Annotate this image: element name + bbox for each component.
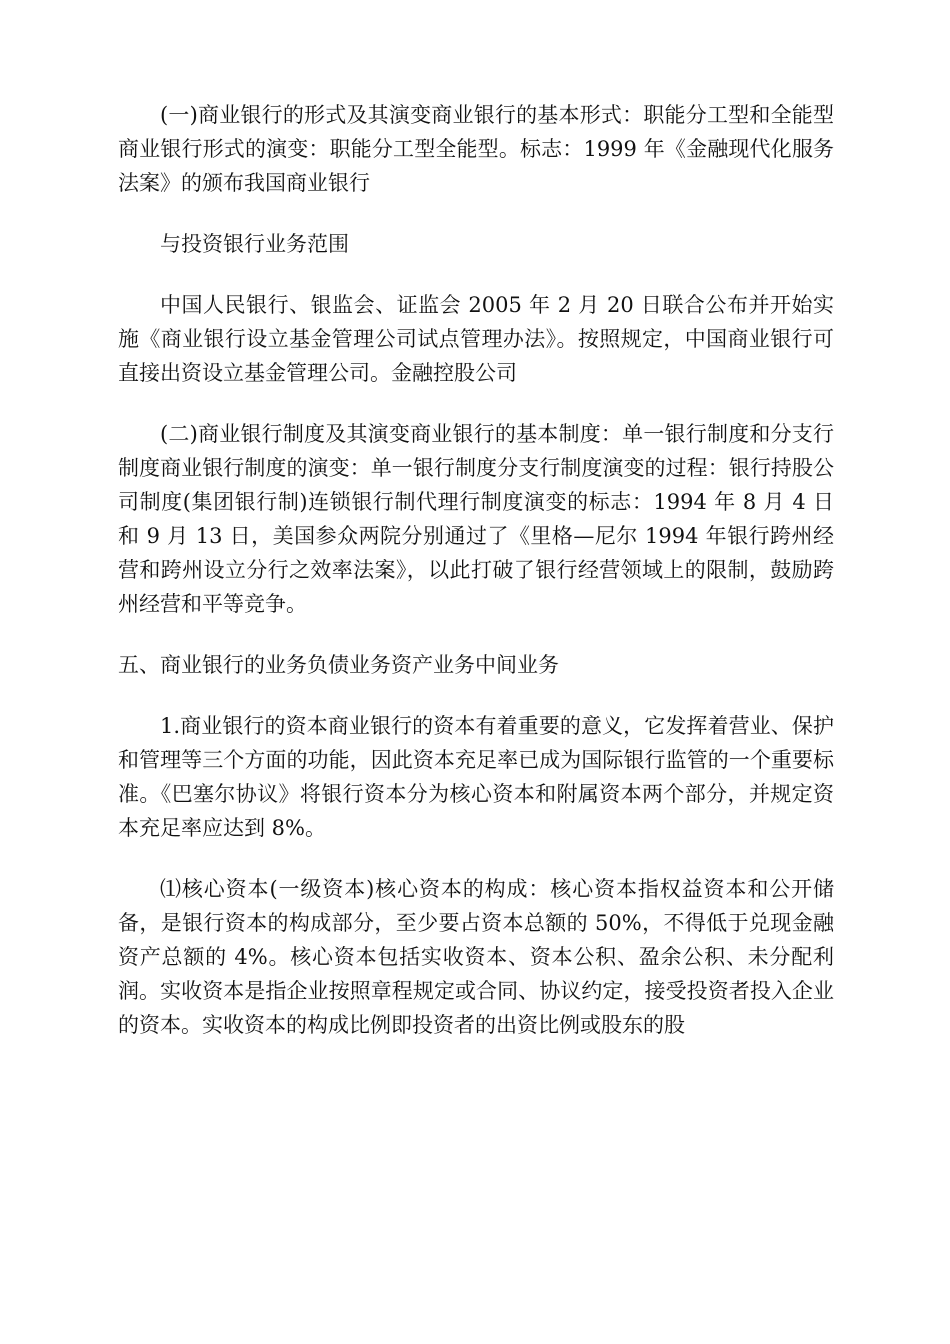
- paragraph-commercial-bank-forms: (一)商业银行的形式及其演变商业银行的基本形式：职能分工型和全能型商业银行形式的演变：职能分工型全能型。标志：1999 年《金融现代化服务法案》的颁布我国商业银行: [118, 103, 834, 195]
- paragraph-core-capital: ⑴核心资本(一级资本)核心资本的构成：核心资本指权益资本和公开储备，是银行资本的构成部分，至少要占资本总额的 50%，不得低于兑现金融资产总额的 4%。核心资本包括实收资本、资本公积、盈余公积、未分配利润。实收资本是指企业按照章程规定或合同、协议约定，接受投资者投入企业的资本。实收资本的构成比例即投资者的出资比例或股东的股: [118, 877, 834, 1037]
- paragraph-fund-management-regulation: 中国人民银行、银监会、证监会 2005 年 2 月 20 日联合公布并开始实施《商业银行设立基金管理公司试点管理办法》。按照规定，中国商业银行可直接出资设立基金管理公司。金融控股公司: [118, 293, 834, 385]
- section-heading-bank-business: 五、商业银行的业务负债业务资产业务中间业务: [118, 653, 559, 677]
- paragraph-investment-banking-scope: 与投资银行业务范围: [160, 232, 349, 256]
- paragraph-bank-capital: 1.商业银行的资本商业银行的资本有着重要的意义，它发挥着营业、保护和管理等三个方面的功能，因此资本充足率已成为国际银行监管的一个重要标准。《巴塞尔协议》将银行资本分为核心资本和附属资本两个部分，并规定资本充足率应达到 8%。: [118, 714, 834, 840]
- document-page: [118, 98, 834, 1069]
- paragraph-commercial-bank-systems: (二)商业银行制度及其演变商业银行的基本制度：单一银行制度和分支行制度商业银行制度的演变：单一银行制度分支行制度演变的过程：银行持股公司制度(集团银行制)连锁银行制代理行制度演变的标志：1994 年 8 月 4 日和 9 月 13 日，美国参众两院分别通过了《里格—尼尔 1994 年银行跨州经营和跨州设立分行之效率法案》，以此打破了银行经营领域上的限制，鼓励跨州经营和平等竞争。: [118, 422, 834, 616]
